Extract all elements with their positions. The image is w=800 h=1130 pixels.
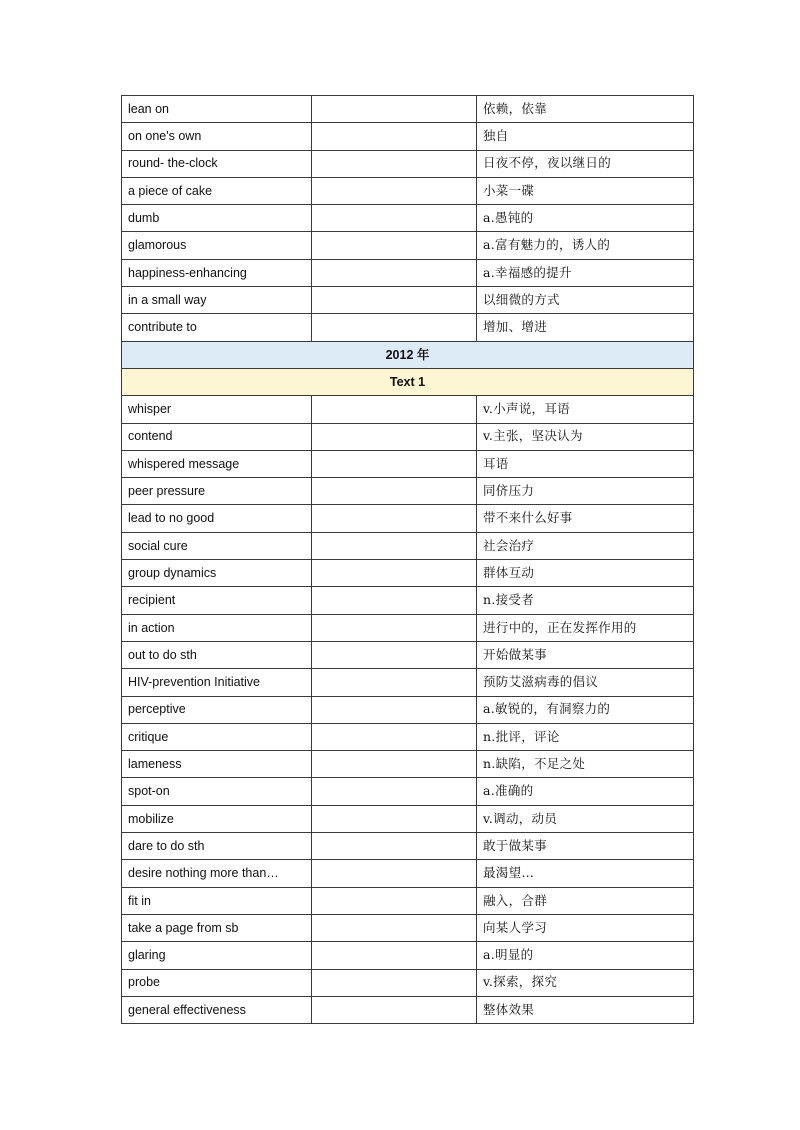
table-row xyxy=(122,232,694,259)
year-header: 2012 年 xyxy=(122,341,694,368)
english-term: dumb xyxy=(122,205,312,232)
blank-cell xyxy=(312,887,477,914)
chinese-meaning: 向某人学习 xyxy=(477,914,694,941)
english-term: general effectiveness xyxy=(122,996,312,1023)
english-term: dare to do sth xyxy=(122,833,312,860)
table-row xyxy=(122,723,694,750)
english-term: recipient xyxy=(122,587,312,614)
table-row xyxy=(122,287,694,314)
blank-cell xyxy=(312,696,477,723)
year-header-row xyxy=(122,341,694,368)
table-row xyxy=(122,177,694,204)
blank-cell xyxy=(312,96,477,123)
blank-cell xyxy=(312,805,477,832)
chinese-meaning: 以细微的方式 xyxy=(477,287,694,314)
chinese-meaning: 预防艾滋病毒的倡议 xyxy=(477,669,694,696)
table-row xyxy=(122,205,694,232)
chinese-meaning: 依赖，依靠 xyxy=(477,96,694,123)
chinese-meaning: n.缺陷，不足之处 xyxy=(477,751,694,778)
english-term: glamorous xyxy=(122,232,312,259)
english-term: HIV-prevention Initiative xyxy=(122,669,312,696)
table-row xyxy=(122,969,694,996)
chinese-meaning: n.接受者 xyxy=(477,587,694,614)
table-row xyxy=(122,150,694,177)
english-term: out to do sth xyxy=(122,641,312,668)
english-term: lean on xyxy=(122,96,312,123)
chinese-meaning: 独自 xyxy=(477,123,694,150)
english-term: take a page from sb xyxy=(122,914,312,941)
vocabulary-rows-before xyxy=(122,96,694,342)
chinese-meaning: a.幸福感的提升 xyxy=(477,259,694,286)
chinese-meaning: 群体互动 xyxy=(477,560,694,587)
english-term: desire nothing more than… xyxy=(122,860,312,887)
section-header: Text 1 xyxy=(122,368,694,395)
text-header-row xyxy=(122,368,694,395)
chinese-meaning: 社会治疗 xyxy=(477,532,694,559)
chinese-meaning: 融入，合群 xyxy=(477,887,694,914)
blank-cell xyxy=(312,505,477,532)
table-row xyxy=(122,587,694,614)
table-row xyxy=(122,669,694,696)
blank-cell xyxy=(312,150,477,177)
blank-cell xyxy=(312,123,477,150)
english-term: perceptive xyxy=(122,696,312,723)
table-row xyxy=(122,259,694,286)
chinese-meaning: v.小声说，耳语 xyxy=(477,396,694,423)
blank-cell xyxy=(312,778,477,805)
table-row xyxy=(122,778,694,805)
english-term: contend xyxy=(122,423,312,450)
blank-cell xyxy=(312,641,477,668)
blank-cell xyxy=(312,259,477,286)
blank-cell xyxy=(312,669,477,696)
english-term: round- the-clock xyxy=(122,150,312,177)
chinese-meaning: 日夜不停，夜以继日的 xyxy=(477,150,694,177)
chinese-meaning: v.主张，坚决认为 xyxy=(477,423,694,450)
table-row xyxy=(122,478,694,505)
table-row xyxy=(122,123,694,150)
blank-cell xyxy=(312,314,477,341)
english-term: whisper xyxy=(122,396,312,423)
table-row xyxy=(122,996,694,1023)
blank-cell xyxy=(312,969,477,996)
english-term: mobilize xyxy=(122,805,312,832)
blank-cell xyxy=(312,205,477,232)
blank-cell xyxy=(312,396,477,423)
table-row xyxy=(122,450,694,477)
vocabulary-rows-after xyxy=(122,396,694,1024)
chinese-meaning: n.批评，评论 xyxy=(477,723,694,750)
chinese-meaning: 整体效果 xyxy=(477,996,694,1023)
english-term: probe xyxy=(122,969,312,996)
chinese-meaning: v.探索，探究 xyxy=(477,969,694,996)
english-term: glaring xyxy=(122,942,312,969)
table-row xyxy=(122,805,694,832)
table-row xyxy=(122,96,694,123)
table-row xyxy=(122,942,694,969)
blank-cell xyxy=(312,996,477,1023)
chinese-meaning: 同侪压力 xyxy=(477,478,694,505)
table-row xyxy=(122,641,694,668)
table-row xyxy=(122,833,694,860)
chinese-meaning: v.调动，动员 xyxy=(477,805,694,832)
vocabulary-table xyxy=(121,95,694,1024)
blank-cell xyxy=(312,532,477,559)
chinese-meaning: 带不来什么好事 xyxy=(477,505,694,532)
blank-cell xyxy=(312,614,477,641)
chinese-meaning: 小菜一碟 xyxy=(477,177,694,204)
chinese-meaning: a.明显的 xyxy=(477,942,694,969)
table-row xyxy=(122,505,694,532)
english-term: lead to no good xyxy=(122,505,312,532)
blank-cell xyxy=(312,232,477,259)
table-row xyxy=(122,751,694,778)
chinese-meaning: a.愚钝的 xyxy=(477,205,694,232)
chinese-meaning: a.富有魅力的，诱人的 xyxy=(477,232,694,259)
blank-cell xyxy=(312,914,477,941)
table-row xyxy=(122,532,694,559)
english-term: whispered message xyxy=(122,450,312,477)
english-term: on one's own xyxy=(122,123,312,150)
table-row xyxy=(122,887,694,914)
table-row xyxy=(122,314,694,341)
english-term: a piece of cake xyxy=(122,177,312,204)
blank-cell xyxy=(312,177,477,204)
blank-cell xyxy=(312,450,477,477)
english-term: group dynamics xyxy=(122,560,312,587)
table-row xyxy=(122,614,694,641)
blank-cell xyxy=(312,560,477,587)
english-term: lameness xyxy=(122,751,312,778)
chinese-meaning: 增加、增进 xyxy=(477,314,694,341)
english-term: fit in xyxy=(122,887,312,914)
blank-cell xyxy=(312,833,477,860)
blank-cell xyxy=(312,942,477,969)
english-term: social cure xyxy=(122,532,312,559)
table-row xyxy=(122,560,694,587)
blank-cell xyxy=(312,587,477,614)
section-headers xyxy=(122,341,694,396)
chinese-meaning: 敢于做某事 xyxy=(477,833,694,860)
english-term: in action xyxy=(122,614,312,641)
blank-cell xyxy=(312,423,477,450)
english-term: contribute to xyxy=(122,314,312,341)
english-term: spot-on xyxy=(122,778,312,805)
english-term: peer pressure xyxy=(122,478,312,505)
blank-cell xyxy=(312,287,477,314)
table-row xyxy=(122,860,694,887)
chinese-meaning: 进行中的，正在发挥作用的 xyxy=(477,614,694,641)
blank-cell xyxy=(312,860,477,887)
chinese-meaning: 最渴望… xyxy=(477,860,694,887)
chinese-meaning: 开始做某事 xyxy=(477,641,694,668)
english-term: happiness-enhancing xyxy=(122,259,312,286)
table-row xyxy=(122,914,694,941)
chinese-meaning: a.敏锐的，有洞察力的 xyxy=(477,696,694,723)
blank-cell xyxy=(312,723,477,750)
table-row xyxy=(122,423,694,450)
table-row xyxy=(122,396,694,423)
english-term: critique xyxy=(122,723,312,750)
chinese-meaning: 耳语 xyxy=(477,450,694,477)
table-row xyxy=(122,696,694,723)
chinese-meaning: a.准确的 xyxy=(477,778,694,805)
blank-cell xyxy=(312,478,477,505)
english-term: in a small way xyxy=(122,287,312,314)
blank-cell xyxy=(312,751,477,778)
